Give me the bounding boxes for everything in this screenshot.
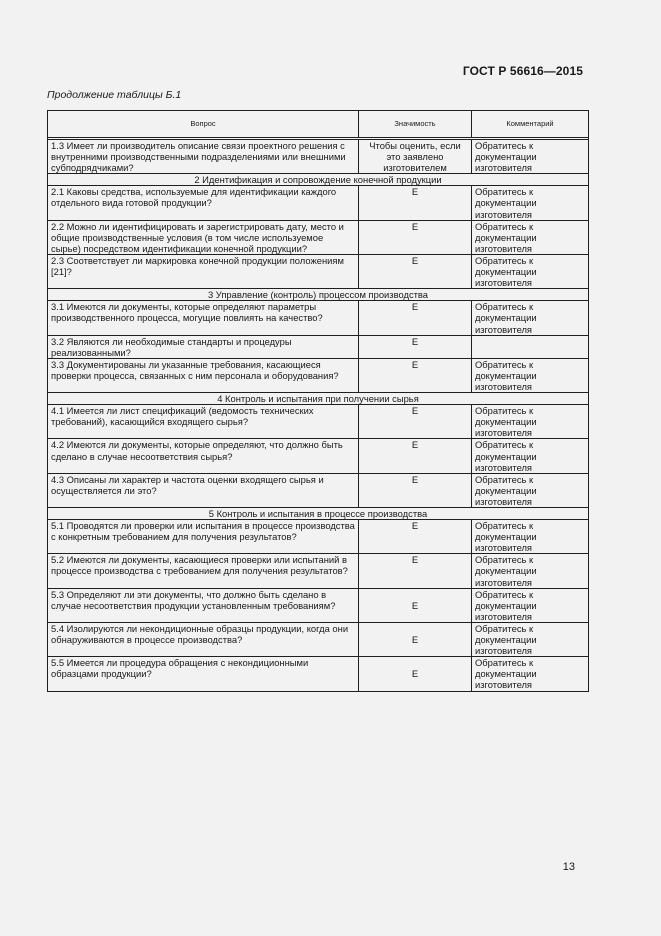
question-cell: 2.1 Каковы средства, используемые для идентификации каждого отдельного вида готовой продукции? xyxy=(48,186,359,220)
column-header-significance: Значимость xyxy=(359,111,472,138)
question-cell: 5.5 Имеется ли процедура обращения с некондиционными образцами продукции? xyxy=(48,657,359,691)
comment-cell: Обратитесь к документации изготовителя xyxy=(472,405,589,439)
question-cell: 3.1 Имеются ли документы, которые определяют параметры производственного процесса, могущие повлиять на качество? xyxy=(48,301,359,335)
comment-cell: Обратитесь к документации изготовителя xyxy=(472,588,589,622)
question-cell: 3.3 Документированы ли указанные требования, касающиеся проверки процесса, связанных с ним персонала и оборудования? xyxy=(48,358,359,392)
significance-cell: E xyxy=(359,473,472,507)
comment-cell: Обратитесь к документации изготовителя xyxy=(472,520,589,554)
section-heading-row xyxy=(48,174,589,186)
question-cell: 5.1 Проводятся ли проверки или испытания в процессе производства с конкретным требованием для получения результатов? xyxy=(48,520,359,554)
table-row xyxy=(48,439,589,473)
significance-cell: E xyxy=(359,301,472,335)
table-row xyxy=(48,405,589,439)
column-header-question: Вопрос xyxy=(48,111,359,138)
question-cell: 2.3 Соответствует ли маркировка конечной продукции положениям [21]? xyxy=(48,254,359,288)
significance-cell: E xyxy=(359,254,472,288)
comment-cell: Обратитесь к документации изготовителя xyxy=(472,254,589,288)
significance-cell: E xyxy=(359,358,472,392)
section-heading-row xyxy=(48,508,589,520)
comment-cell: Обратитесь к документации изготовителя xyxy=(472,473,589,507)
table-row xyxy=(48,554,589,588)
comment-cell: Обратитесь к документации изготовителя xyxy=(472,657,589,691)
question-cell: 1.3 Имеет ли производитель описание связи проектного решения с внутренними производственными подразделениями или внешними субподрядчиками? xyxy=(48,140,359,174)
table-header-row xyxy=(48,111,589,138)
table-row xyxy=(48,588,589,622)
section-heading: 3 Управление (контроль) процессом производства xyxy=(48,289,589,301)
significance-cell: E xyxy=(359,405,472,439)
comment-cell: Обратитесь к документации изготовителя xyxy=(472,220,589,254)
table-body xyxy=(48,140,589,692)
significance-cell: E xyxy=(359,520,472,554)
column-header-comment: Комментарий xyxy=(472,111,589,138)
question-cell: 5.3 Определяют ли эти документы, что должно быть сделано в случае несоответствия продукции установленным требованиям? xyxy=(48,588,359,622)
comment-cell: Обратитесь к документации изготовителя xyxy=(472,186,589,220)
significance-cell: E xyxy=(359,439,472,473)
section-heading: 4 Контроль и испытания при получении сырья xyxy=(48,393,589,405)
section-heading: 5 Контроль и испытания в процессе производства xyxy=(48,508,589,520)
significance-cell: E xyxy=(359,220,472,254)
question-cell: 5.2 Имеются ли документы, касающиеся проверки или испытаний в процессе производства с требованием для получения результатов? xyxy=(48,554,359,588)
table-row xyxy=(48,622,589,656)
section-heading: 2 Идентификация и сопровождение конечной продукции xyxy=(48,174,589,186)
comment-cell: Обратитесь к документации изготовителя xyxy=(472,301,589,335)
comment-cell: Обратитесь к документации изготовителя xyxy=(472,622,589,656)
significance-cell: Чтобы оценить, если это заявлено изготовителем xyxy=(359,140,472,174)
table-continuation-caption: Продолжение таблицы Б.1 xyxy=(47,89,182,101)
checklist-table xyxy=(47,110,589,692)
section-heading-row xyxy=(48,393,589,405)
table-row xyxy=(48,220,589,254)
section-heading-row xyxy=(48,289,589,301)
table-row xyxy=(48,335,589,358)
comment-cell: Обратитесь к документации изготовителя xyxy=(472,140,589,174)
table-row xyxy=(48,140,589,174)
question-cell: 4.3 Описаны ли характер и частота оценки входящего сырья и осуществляется ли это? xyxy=(48,473,359,507)
table-row xyxy=(48,358,589,392)
page-number: 13 xyxy=(562,861,575,873)
comment-cell: Обратитесь к документации изготовителя xyxy=(472,554,589,588)
table-row xyxy=(48,520,589,554)
question-cell: 4.1 Имеется ли лист спецификаций (ведомость технических требований), касающийся входящего сырья? xyxy=(48,405,359,439)
question-cell: 4.2 Имеются ли документы, которые определяют, что должно быть сделано в случае несоответствия сырья? xyxy=(48,439,359,473)
significance-cell: E xyxy=(359,588,472,622)
significance-cell: E xyxy=(359,335,472,358)
table-row xyxy=(48,186,589,220)
significance-cell: E xyxy=(359,622,472,656)
significance-cell: E xyxy=(359,657,472,691)
question-cell: 2.2 Можно ли идентифицировать и зарегистрировать дату, место и общие производственные условия (в том числе используемое сырье) посредством идентификации конечной продукции? xyxy=(48,220,359,254)
question-cell: 3.2 Являются ли необходимые стандарты и процедуры реализованными? xyxy=(48,335,359,358)
document-code: ГОСТ Р 56616—2015 xyxy=(462,64,583,78)
table-row xyxy=(48,301,589,335)
significance-cell: E xyxy=(359,186,472,220)
table-row xyxy=(48,473,589,507)
comment-cell: Обратитесь к документации изготовителя xyxy=(472,358,589,392)
question-cell: 5.4 Изолируются ли некондиционные образцы продукции, когда они обнаруживаются в процессе производства? xyxy=(48,622,359,656)
table-row xyxy=(48,254,589,288)
table-row xyxy=(48,657,589,691)
comment-cell: Обратитесь к документации изготовителя xyxy=(472,439,589,473)
comment-cell xyxy=(472,335,589,358)
significance-cell: E xyxy=(359,554,472,588)
